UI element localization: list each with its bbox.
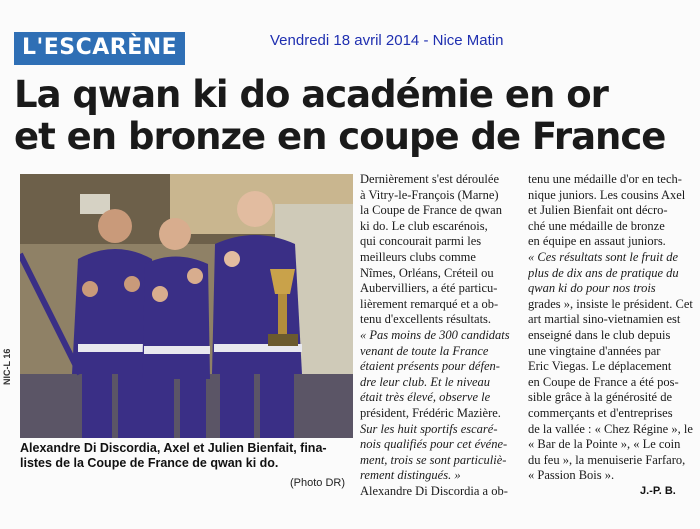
article-line: président, Frédéric Mazière. — [360, 405, 501, 420]
article-line: tenu une médaille d'or en tech- — [528, 172, 682, 186]
article-line: venant de toute la France — [360, 343, 489, 358]
dateline: Vendredi 18 avril 2014 - Nice Matin — [270, 32, 504, 49]
article-line: « Passion Bois ». — [528, 468, 615, 483]
caption-line: Alexandre Di Discordia, Axel et Julien Bienfait, fina- — [20, 441, 327, 455]
section-tag: L'ESCARÈNE — [14, 32, 185, 65]
headline-line-2: et en bronze en coupe de France — [14, 115, 666, 158]
article-line: Nîmes, Orléans, Créteil ou — [360, 265, 494, 280]
author-signature: J.-P. B. — [640, 485, 676, 497]
article-line: ché une médaille de bronze — [528, 218, 665, 233]
article-line: Aubervilliers, a été particu- — [360, 281, 498, 296]
caption-line: listes de la Coupe de France de qwan ki do. — [20, 456, 279, 470]
article-line: étaient présents pour défen- — [360, 359, 500, 374]
article-line: en équipe en assaut juniors. — [528, 234, 666, 249]
article-line: Sur les huit sportifs escaré- — [360, 421, 498, 436]
article-line: sible grâce à la générosité de — [528, 390, 673, 405]
article-line: lièrement remarqué et a ob- — [360, 296, 499, 311]
article-line: « Ces résultats sont le fruit de — [528, 249, 678, 264]
article-line: qui concourait parmi les — [360, 234, 482, 249]
article-line: Eric Viegas. Le déplacement — [528, 359, 672, 374]
article-line: « Pas moins de 300 candidats — [360, 327, 510, 342]
article-line: plus de dix ans de pratique du — [528, 265, 679, 280]
article-photo — [20, 174, 353, 438]
article-line: enseigné dans le club depuis — [528, 327, 671, 342]
article-line: du feu », la menuiserie Farfaro, — [528, 452, 686, 467]
article-line: meilleurs clubs comme — [360, 249, 476, 264]
article-line: Dernièrement s'est déroulée — [360, 172, 499, 186]
page-code: NIC-L 16 — [2, 348, 12, 385]
article-line: nique juniors. Les cousins Axel — [528, 187, 686, 202]
article-column-1 — [360, 172, 520, 499]
article-line: Alexandre Di Discordia a ob- — [360, 483, 508, 498]
article-line: ment, trois se sont particuliè- — [360, 452, 507, 467]
article-line: nois qualifiés pour cet événe- — [360, 437, 508, 452]
article-line: une vingtaine d'années par — [528, 343, 661, 358]
article-line: art martial sino-vietnamien est — [528, 312, 681, 327]
article-line: grades », insiste le président. Cet — [528, 296, 693, 311]
article-line: et Julien Bienfait ont décro- — [528, 203, 668, 218]
photo-credit: (Photo DR) — [290, 477, 346, 489]
headline — [14, 74, 694, 158]
article-line: de la vallée : « Chez Régine », le — [528, 421, 693, 436]
article-line: à Vitry-le-François (Marne) — [360, 187, 499, 202]
article-line: commerçants et d'entreprises — [528, 405, 673, 420]
article-line: ki do. Le club escarénois, — [360, 218, 488, 233]
article-line: « Bar de la Pointe », « Le coin — [528, 437, 681, 452]
article-line: dre leur club. Et le niveau — [360, 374, 491, 389]
article-line: tenu d'excellents résultats. — [360, 312, 492, 327]
photo-illustration — [20, 174, 353, 438]
article-line: qwan ki do pour nos trois — [528, 281, 656, 296]
photo-caption — [20, 441, 353, 471]
article-line: était très élevé, observe le — [360, 390, 491, 405]
article-line: rement distingués. » — [360, 468, 461, 483]
article-line: en Coupe de France a été pos- — [528, 374, 679, 389]
article-line: la Coupe de France de qwan — [360, 203, 502, 218]
headline-line-1: La qwan ki do académie en or — [14, 73, 608, 116]
article-column-2 — [528, 172, 694, 484]
